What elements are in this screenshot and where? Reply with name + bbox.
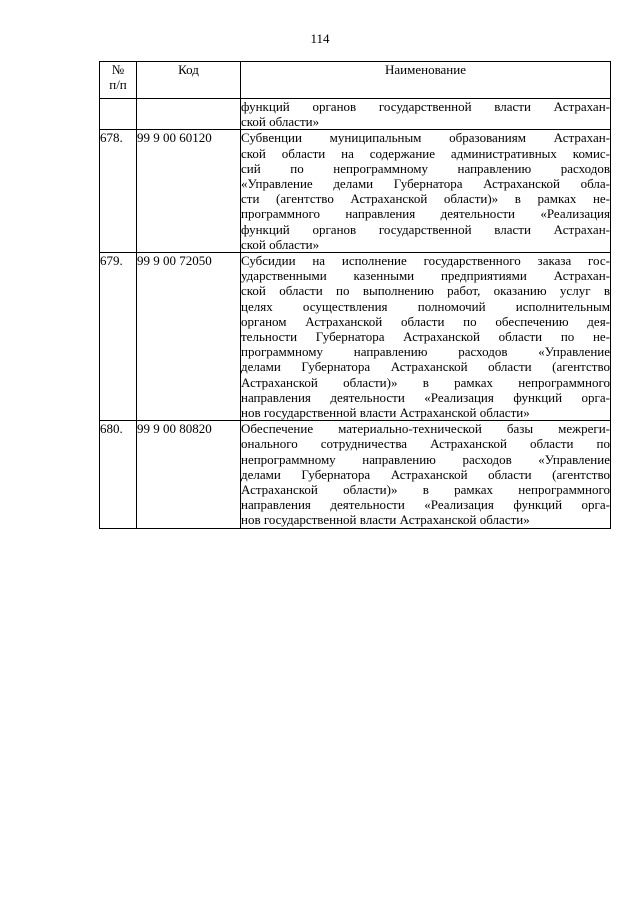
header-number [100, 62, 137, 99]
name-line: программному направлению расходов «Управление [241, 344, 610, 360]
name-line: программного направления деятельности «Реализация [241, 206, 610, 222]
name-line: нов государственной власти Астраханской области» [241, 512, 530, 528]
name-line: Субсидии на исполнение государственного заказа гос- [241, 253, 610, 269]
header-code: Код [137, 62, 241, 99]
header-number-abbr: п/п [109, 77, 127, 93]
page-number: 114 [310, 31, 330, 46]
name-line: направления деятельности «Реализация функций орга- [241, 389, 610, 405]
row-number: 678. [100, 130, 137, 253]
row-number: 679. [100, 253, 137, 421]
name-line: ской области» [241, 114, 320, 130]
row-name-cell [241, 130, 611, 253]
table-header-row [100, 62, 611, 99]
name-line: Обеспечение материально-технической базы межреги- [241, 421, 610, 437]
budget-table [99, 61, 611, 529]
row-name-cell [241, 99, 611, 130]
name-line: сти (агентство Астраханской области)» в рамках не- [241, 191, 610, 207]
name-line: ударственными казенными предприятиями Астрахан- [241, 268, 610, 284]
name-line: делами Губернатора Астраханской области (агентство [241, 466, 610, 482]
row-name-cell [241, 253, 611, 421]
table-row [100, 253, 611, 421]
table-row [100, 130, 611, 253]
row-code: 99 9 00 60120 [137, 130, 241, 253]
header-number-symbol: № [111, 62, 125, 77]
name-line: целях осуществления полномочий исполнительным [241, 298, 610, 314]
table-row [100, 421, 611, 528]
name-line: ской области по выполнению работ, оказанию услуг в [241, 283, 610, 299]
name-line: сий по непрограммному направлению расходов [241, 160, 610, 176]
name-line: непрограммному направлению расходов «Управление [241, 451, 610, 467]
name-line: направления деятельности «Реализация функций орга- [241, 497, 610, 513]
row-code-cell [137, 99, 241, 130]
name-line: «Управление делами Губернатора Астраханской обла- [241, 176, 610, 192]
name-line: ской области на содержание административных комис- [241, 145, 610, 161]
name-line: Астраханской области)» в рамках непрограммного [241, 482, 610, 498]
row-number: 680. [100, 421, 137, 528]
name-line: органом Астраханской области по обеспечению дея- [241, 313, 610, 329]
row-code: 99 9 00 80820 [137, 421, 241, 528]
row-name-cell [241, 421, 611, 528]
name-line: функций органов государственной власти Астрахан- [241, 99, 610, 114]
name-line: делами Губернатора Астраханской области (агентство [241, 359, 610, 375]
table-row-continuation [100, 99, 611, 130]
name-line: функций органов государственной власти Астрахан- [241, 221, 610, 237]
name-line: онального сотрудничества Астраханской области по [241, 436, 610, 452]
name-line: ской области» [241, 236, 320, 252]
name-line: Субвенции муниципальным образованиям Астрахан- [241, 130, 610, 146]
row-number-cell [100, 99, 137, 130]
name-line: нов государственной власти Астраханской области» [241, 405, 530, 421]
name-line: тельности Губернатора Астраханской области по не- [241, 329, 610, 345]
row-code: 99 9 00 72050 [137, 253, 241, 421]
name-line: Астраханской области)» в рамках непрограммного [241, 374, 610, 390]
header-name: Наименование [241, 62, 611, 99]
